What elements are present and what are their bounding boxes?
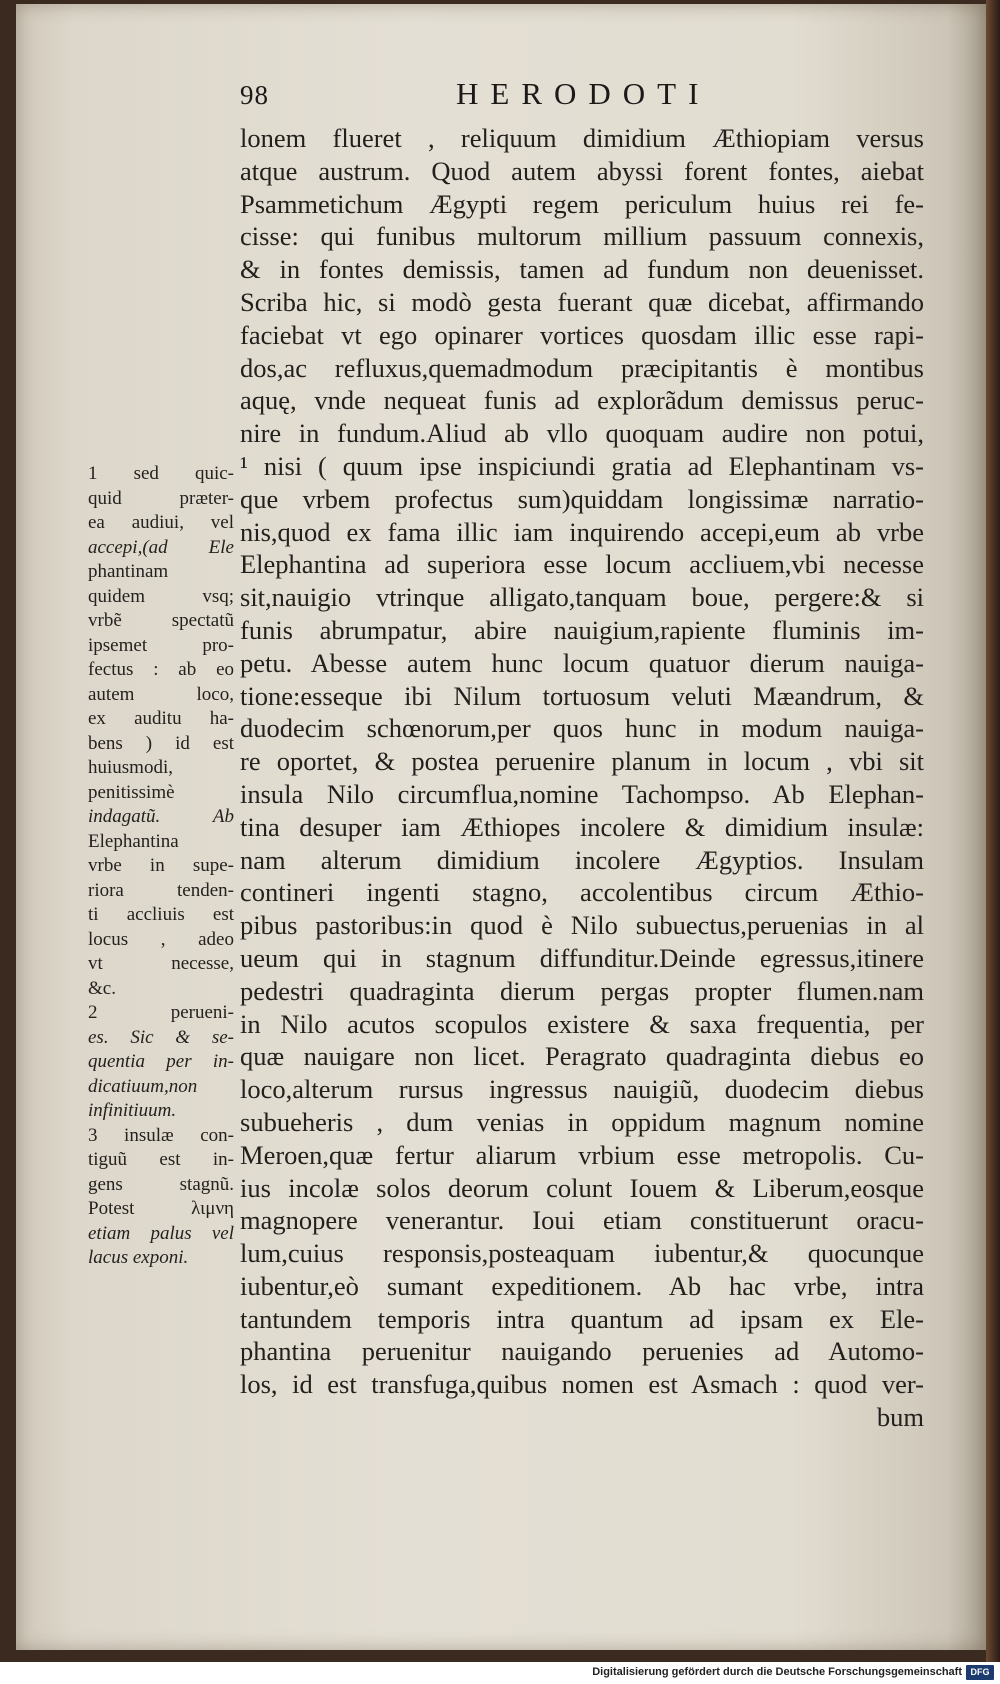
margin-note-line: lacus exponi.	[88, 1247, 189, 1268]
text-line: tantundem temporis intra quantum ad ipsam ex Ele-	[240, 1303, 924, 1334]
margin-notes	[88, 462, 234, 1271]
text-line: lum,cuius responsis,posteaquam iubentur,& quocunque	[240, 1238, 924, 1269]
margin-note-line: Elephantina	[88, 830, 179, 852]
text-line: ius incolæ solos deorum colunt Iouem & Liberum,eosque	[240, 1172, 924, 1203]
running-head: HERODOTI	[456, 76, 711, 111]
margin-note-line: fectus : ab eo	[88, 659, 234, 680]
margin-note-line: bens ) id est	[88, 732, 234, 754]
text-line: & in fontes demissis, tamen ad fundum non deuenisset.	[240, 254, 924, 285]
text-line: Elephantina ad superiora esse locum accliuem,vbi necesse	[240, 549, 924, 580]
margin-note-line: ipsemet pro-	[88, 634, 234, 656]
text-line: que vrbem profectus sum)quiddam longissimæ narratio-	[240, 483, 924, 514]
margin-note-line: quidem vsq;	[88, 585, 234, 607]
text-line: pedestri quadraginta dierum pergas propter flumen.nam	[240, 975, 924, 1006]
text-line: ¹ nisi ( quum ipse inspiciundi gratia ad Elephantinam vs-	[240, 450, 924, 481]
margin-note-line: ex auditu ha-	[88, 708, 234, 729]
margin-note-line: vrbẽ spectatũ	[88, 610, 234, 631]
text-line: faciebat vt ego opinarer vortices quosdam illic esse rapi-	[240, 319, 924, 350]
margin-note-line: vrbe in supe-	[88, 855, 234, 876]
margin-note-line: indagatũ. Ab	[88, 806, 234, 827]
text-line: insula Nilo circumflua,nomine Tachompso. Ab Elephan-	[240, 778, 924, 809]
text-line: phantina peruenitur nauigando peruenies ad Automo-	[240, 1336, 924, 1367]
margin-note-line: ti accliuis est	[88, 904, 234, 925]
text-line: Meroen,quæ fertur aliarum vrbium esse metropolis. Cu-	[240, 1139, 924, 1170]
text-line: re oportet, & postea peruenire planum in locum , vbi sit	[240, 746, 924, 777]
text-line: in Nilo acutos scopulos existere & saxa frequentia, per	[240, 1008, 924, 1039]
text-line: atque austrum. Quod autem abyssi forent fontes, aiebat	[240, 155, 924, 186]
margin-note-line: 2 perueni-	[88, 1002, 234, 1023]
text-line: Scriba hic, si modò gesta fuerant quæ dicebat, affirmando	[240, 286, 924, 317]
margin-note-line: ea audiui, vel	[88, 512, 234, 533]
text-line: tione:esseque ibi Nilum tortuosum veluti Mæandrum, &	[240, 680, 924, 711]
page-header	[240, 76, 940, 116]
margin-note-line: dicatiuum,non	[88, 1075, 198, 1097]
text-line: lonem flueret , reliquum dimidium Æthiopiam versus	[240, 123, 924, 153]
margin-note-line: huiusmodi,	[88, 757, 173, 778]
margin-note-line: penitissimè	[88, 781, 175, 803]
margin-note-line: etiam palus vel	[88, 1222, 234, 1244]
margin-note-line: 1 sed quic-	[88, 463, 234, 484]
text-line: los, id est transfuga,quibus nomen est Asmach : quod ver-	[240, 1369, 924, 1400]
text-line: nam alterum dimidium incolere Ægyptios. Insulam	[240, 844, 924, 875]
margin-note-line: locus , adeo	[88, 928, 234, 950]
margin-note-line: gens stagnũ.	[88, 1173, 234, 1195]
text-line: nire in fundum.Aliud ab vllo quoquam audire non potui,	[240, 418, 924, 449]
text-line: cisse: qui funibus multorum millium passuum connexis,	[240, 221, 924, 252]
text-line: sit,nauigio vtrinque alligato,tanquam boue, pergere:& si	[240, 582, 924, 613]
margin-note-line: autem loco,	[88, 683, 234, 705]
dfg-logo: DFG	[966, 1665, 994, 1680]
margin-note-line: es. Sic & se-	[88, 1026, 234, 1048]
text-line: aquę, vnde nequeat funis ad explorãdum demissus peruc-	[240, 385, 924, 416]
text-line: dos,ac refluxus,quemadmodum præcipitantis è montibus	[240, 352, 924, 383]
margin-note-line: Potest λιμνη	[88, 1198, 234, 1219]
text-line: funis abrumpatur, abire nauigium,rapiente fluminis im-	[240, 614, 924, 645]
main-text-block	[240, 122, 924, 1434]
digitization-footer	[0, 1662, 1000, 1684]
text-line: ueum qui in stagnum diffunditur.Deinde egressus,itinere	[240, 942, 924, 973]
text-line: loco,alterum rursus ingressus nauigiũ, duodecim diebus	[240, 1074, 924, 1105]
margin-note-line: 3 insulæ con-	[88, 1124, 234, 1146]
text-line: iubentur,eò sumant expeditionem. Ab hac vrbe, intra	[240, 1270, 924, 1301]
text-line: tina desuper iam Æthiopes incolere & dimidium insulæ:	[240, 811, 924, 842]
text-line: magnopere venerantur. Ioui etiam constituerunt oracu-	[240, 1205, 924, 1236]
margin-note-line: accepi,(ad Ele	[88, 536, 234, 558]
text-line: bum	[876, 1402, 924, 1433]
margin-note-line: &c.	[88, 977, 116, 999]
text-line: petu. Abesse autem hunc locum quatuor dierum nauiga-	[240, 647, 924, 678]
margin-note-line: infinitiuum.	[88, 1100, 177, 1121]
margin-note-line: vt necesse,	[88, 953, 234, 974]
margin-note-line: riora tenden-	[88, 879, 234, 901]
margin-note-line: tiguũ est in-	[88, 1149, 234, 1170]
margin-note-line: phantinam	[88, 561, 169, 582]
text-line: contineri ingenti stagno, accolentibus circum Æthio-	[240, 877, 924, 908]
text-line: subueheris , dum venias in oppidum magnum nomine	[240, 1106, 924, 1137]
page-number: 98	[240, 80, 269, 110]
margin-note-line: quentia per in-	[88, 1051, 234, 1072]
book-binding-edge	[986, 0, 1000, 1662]
text-line: Psammetichum Ægypti regem periculum huius rei fe-	[240, 188, 924, 219]
margin-note-line: quid præter-	[88, 487, 234, 509]
footer-credit: Digitalisierung gefördert durch die Deutsche Forschungsgemeinschaft	[592, 1666, 962, 1678]
text-line: quæ nauigare non licet. Peragrato quadraginta diebus eo	[240, 1041, 924, 1072]
text-line: nis,quod ex fama illic iam inquirendo accepi,eum ab vrbe	[240, 516, 924, 547]
text-line: duodecim schœnorum,per quos hunc in modum nauiga-	[240, 713, 924, 744]
text-line: pibus pastoribus:in quod è Nilo subuectus,peruenias in al	[240, 910, 924, 941]
